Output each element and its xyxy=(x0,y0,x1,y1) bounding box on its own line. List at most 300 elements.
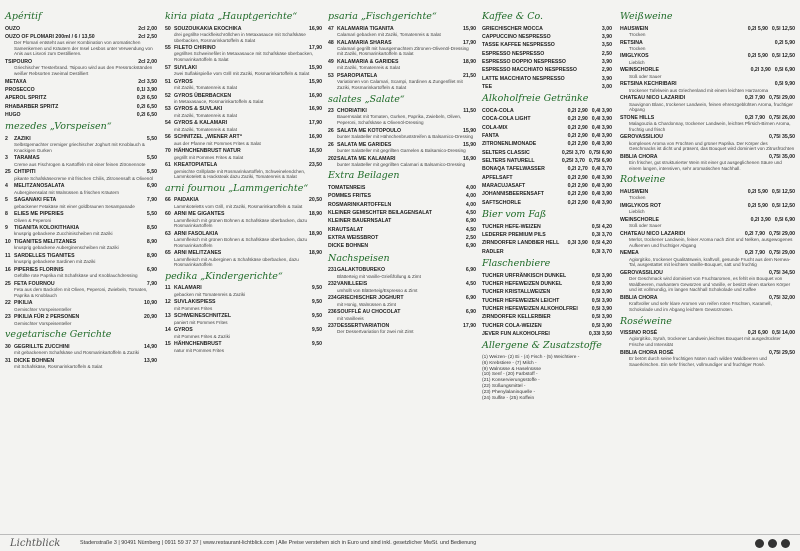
menu-item-row xyxy=(5,79,157,85)
menu-item xyxy=(620,231,795,249)
menu-item xyxy=(165,250,322,268)
menu-item-name xyxy=(482,141,536,147)
social-icons xyxy=(755,539,790,548)
menu-item xyxy=(165,327,322,339)
menu-item-price: 8,90 xyxy=(146,239,157,246)
menu-item xyxy=(5,34,157,57)
menu-item-price: 4,50 xyxy=(465,226,476,233)
menu-item-title: ESPRESSO NESPRESSO xyxy=(482,50,545,57)
menu-item xyxy=(165,26,322,44)
menu-item-title: LEDERER PREMIUM PILS xyxy=(482,231,546,238)
lamm-list xyxy=(165,197,322,268)
menu-item-row xyxy=(482,108,612,114)
menu-item xyxy=(328,108,476,126)
menu-item-number: 31 xyxy=(5,357,11,364)
menu-item-description: komplexes Aroma von Früchten und grüner Paprika. Der Körper des Geschmacks ist dicht und präsent, das Bouquet wird dominiert von Zitrusfrüchten xyxy=(629,140,795,152)
menu-item-price: 5,50 xyxy=(146,135,157,142)
menu-item-name xyxy=(482,26,543,32)
menu-item-price: 4,00 xyxy=(465,185,476,192)
menu-item-title: SAGANAKI FETA xyxy=(14,197,57,204)
menu-item-description: Bauernsalat mit Tomaten, Gurken, Paprika, Zwiebeln, Oliven, Peperoni, Schafskäse & Olivenöl-Dressing xyxy=(337,114,462,126)
menu-item-number: 10 xyxy=(5,239,11,246)
menu-item-prices xyxy=(568,183,612,189)
menu-item-name xyxy=(620,53,649,59)
menu-item-row xyxy=(482,323,612,329)
menu-item-number: 65 xyxy=(165,250,171,257)
menu-item-description: Lammfleisch mit Auberginen & Schafskäse überbacken, dazu Rosmarinkartoffeln xyxy=(174,256,299,268)
menu-item-description: Trocken xyxy=(629,195,646,201)
menu-item-price: 7,90 xyxy=(146,280,157,287)
menu-item-price: 0,2l 2,70 xyxy=(567,166,588,173)
menu-item-name xyxy=(482,51,544,57)
menu-item-title: ESPRESSO MACCHIATO NESPRESSO xyxy=(482,67,577,74)
menu-item-name xyxy=(5,104,58,110)
menu-item-description: Lammfleisch mit grünen Bohnen & Schafskäse überbacken, dazu Rosmarinkartoffeln xyxy=(174,237,308,248)
menu-item-price: 0,75l 29,00 xyxy=(769,230,795,237)
menu-item-name xyxy=(328,243,368,249)
menu-item-price: 0,5l 9,90 xyxy=(774,81,795,88)
menu-item-description: Griechischer Tresterbrand. Tsipouro wird aus den Pressrückständen weißer Rebsorten zweimal Destilliert xyxy=(14,65,153,76)
menu-item-prices xyxy=(769,295,795,301)
menu-item-price: 9,50 xyxy=(311,341,322,348)
menu-item-name xyxy=(328,295,404,301)
menu-item xyxy=(620,250,795,268)
menu-item-price: 0,2l 2,90 xyxy=(567,183,588,189)
menu-item-prices xyxy=(748,203,795,209)
menu-item xyxy=(328,323,476,335)
menu-item-title: ZAZIKI xyxy=(14,135,31,142)
menu-item-title: BONAQA TAFELWASSER xyxy=(482,166,545,173)
menu-item-name xyxy=(482,289,550,295)
section-title-salate: salates „Salate“ xyxy=(328,93,405,105)
menu-item-price: 0,75l 34,50 xyxy=(769,269,795,276)
menu-item-prices xyxy=(592,249,612,255)
menu-item-title: CAPPUCCINO NESPRESSO xyxy=(482,33,551,40)
menu-item-description: in Metaxasauce, Rosmarinkartoffeln & Salat xyxy=(174,98,264,104)
menu-item-title: RETSINA KECHRIBARI xyxy=(620,81,677,88)
menu-item-price: 0,5l 4,20 xyxy=(591,223,612,230)
menu-item-title: BIBLIA CHORA xyxy=(620,153,658,160)
menu-item-price: 14,90 xyxy=(144,343,157,350)
menu-item-description: Creme aus Fischrogen & Kartoffeln mit einer feinen Zitronennote xyxy=(14,161,146,167)
menu-item xyxy=(482,84,612,90)
menu-item-row xyxy=(482,158,612,164)
menu-item-name xyxy=(328,202,391,208)
menu-item-description: trockener Tafelwein aus Griechenland mit einem leichten Harzaroma xyxy=(629,87,769,93)
menu-item xyxy=(482,191,612,197)
allergen-line: (22) Süßungsmittel - xyxy=(482,384,526,390)
salate-list xyxy=(328,108,476,167)
menu-item-number: 60 xyxy=(165,211,171,218)
menu-item-description: Süß oder Sauer xyxy=(629,223,662,229)
menu-item-row xyxy=(482,67,612,73)
menu-item-price: 6,90 xyxy=(146,266,157,273)
menu-item xyxy=(482,183,612,189)
menu-item-title: SUVLAKISPIESS xyxy=(174,299,216,306)
menu-item-title: BIBLIA CHORA ROSÉ xyxy=(620,349,674,356)
menu-item xyxy=(165,211,322,229)
menu-item xyxy=(620,67,795,79)
menu-item-number: 23 xyxy=(328,108,334,115)
menu-item-description: mit gebackenem Schafskäse und Rosmarinkartoffeln & Zaziki xyxy=(14,350,140,356)
menu-item-price: 0,4l 3,90 xyxy=(591,107,612,114)
menu-item-prices xyxy=(568,116,612,122)
menu-item-price: 0,33l 3,50 xyxy=(588,330,612,337)
menu-item-price: 11,50 xyxy=(463,108,476,115)
menu-item xyxy=(5,197,157,209)
menu-item-description: knusprig gebackene Sardinen mit Zaziki xyxy=(14,259,96,265)
menu-item-description: mit Vanilleeis xyxy=(337,315,364,321)
menu-item xyxy=(5,104,157,110)
menu-item-number: 53 xyxy=(328,72,334,79)
section-title-rotweine: Rotweine xyxy=(620,174,666,186)
menu-item-description: bunter Salatteller mit gegrillten Garnelen & Balsamico-Dressing xyxy=(337,147,466,153)
menu-item-title: TEE xyxy=(482,83,493,90)
menu-item-description: natur mit Pommes Frites xyxy=(174,347,225,353)
menu-item-description: Der Dessertvariation für zwei mit Zimt xyxy=(337,329,414,335)
menu-item-price: 0,4l 3,90 xyxy=(591,141,612,148)
section-title-aperitif: Apéritif xyxy=(5,11,42,22)
menu-item-row xyxy=(5,26,157,32)
column-2 xyxy=(165,8,322,355)
menu-item-description: Trocken xyxy=(629,31,646,37)
menu-item-number: 16 xyxy=(5,266,11,273)
menu-item-prices xyxy=(592,289,612,295)
menu-item-title: TUCHER HEFE-WEIZEN xyxy=(482,223,541,230)
menu-item-name xyxy=(5,26,20,32)
menu-item-number: 8 xyxy=(5,211,8,218)
kaffee-list xyxy=(482,26,612,91)
menu-item-number: 49 xyxy=(328,59,334,66)
menu-item-price: 0,2l 5,90 xyxy=(747,188,768,195)
menu-item xyxy=(5,155,157,167)
menu-item-row xyxy=(482,232,612,238)
menu-item-price: 0,2l 2,90 xyxy=(567,174,588,181)
menu-item-row xyxy=(5,104,157,110)
nachspeisen-list xyxy=(328,267,476,335)
menu-item-title: TASSE KAFFEE NESPRESSO xyxy=(482,42,555,49)
menu-item-description: Selbstgemachter cremiger griechischer Joghurt mit Knoblauch & Knackigen Gurken xyxy=(14,142,145,153)
menu-item-row xyxy=(482,306,612,312)
menu-item-title: HÄHNCHENBRUST NATUR xyxy=(174,148,241,155)
menu-item-title: ARNI FASOLAKIA xyxy=(174,230,219,237)
menu-item-price: 15,90 xyxy=(309,64,322,71)
menu-item-title: IMIGLYKOS xyxy=(620,53,649,60)
menu-item-prices xyxy=(568,141,612,147)
menu-item-title: KALAMARIA & GARIDES xyxy=(337,59,399,66)
section-title-mezedes: mezedes „Vorspeisen“ xyxy=(5,121,112,133)
menu-item-title: RHABARBER SPRITZ xyxy=(5,103,59,110)
menu-item-title: FILETO CHIRINO xyxy=(174,45,216,52)
menu-item-title: COCA-COLA xyxy=(482,107,514,114)
menu-item xyxy=(620,295,795,313)
menu-item-description: mit Zaziki, Tomatenreis & Salat xyxy=(174,126,237,132)
menu-item-prices xyxy=(769,350,795,356)
menu-item-price: 0,2l 2,90 xyxy=(567,191,588,198)
menu-item-name xyxy=(482,191,544,197)
menu-item-description: Feta aus dem Backofen mit Oliven, Peperoni, Zwiebeln, Tomaten, Paprika & Knoblauch xyxy=(14,287,148,298)
menu-item-description: drei gegrillte Hackfleischröllchen in Metaxasauce mit Schafskäse überbacken, Rosmarinkartoffeln & Salat xyxy=(174,31,306,43)
menu-item-number: 25 xyxy=(5,280,11,287)
menu-item xyxy=(5,169,157,181)
menu-item-description: knusprig gebackene Zucchinischeiben mit Zaziki xyxy=(14,231,113,237)
menu-item xyxy=(620,217,795,229)
menu-item-name xyxy=(482,183,525,189)
beilagen-list xyxy=(328,185,476,250)
menu-item xyxy=(328,235,476,241)
menu-item-description: Variationen von Calamari, Scampi, Sardinen & Zungenfilet mit Zaziki, Rosmarinkartoffeln & Salat xyxy=(337,79,463,90)
flaschen-list xyxy=(482,273,612,338)
menu-item xyxy=(5,344,157,356)
menu-item xyxy=(482,298,612,304)
menu-item xyxy=(165,134,322,146)
menu-item-name xyxy=(165,250,221,256)
menu-item-price: 0,5l 6,90 xyxy=(774,67,795,74)
menu-item xyxy=(328,309,476,321)
menu-item xyxy=(482,67,612,73)
menu-item-price: 0,5l 12,50 xyxy=(771,202,795,209)
menu-item-title: PROSECCO xyxy=(5,86,35,93)
menu-item xyxy=(328,26,476,38)
menu-item-price: 0,5l 12,50 xyxy=(771,25,795,32)
menu-item xyxy=(482,42,612,48)
menu-item-name xyxy=(482,34,551,40)
menu-item-price: 8,50 xyxy=(146,225,157,232)
menu-item xyxy=(482,281,612,287)
menu-item-description: Merlot, trockener Landwein, feiner Aroma nach Zimt und Nelken, ausgewogenes Aufkernen und fruchtiger Abgang xyxy=(629,237,793,248)
menu-item-description: gemischte Grillplatte mit Rosmarinkartoffeln, Schweinelendchen, Lammkotelett & Hacksteak dazu Zaziki, Tomatenreis & Salat xyxy=(174,168,306,180)
menu-item-prices xyxy=(592,314,612,320)
menu-item-name xyxy=(5,87,35,93)
menu-item-price: 20,50 xyxy=(309,197,322,204)
menu-item-description: Calamari gebacken mit Zaziki, Tomatenreis & Salat xyxy=(337,31,441,37)
menu-item-number: 231 xyxy=(328,267,337,274)
menu-item-prices xyxy=(769,134,795,140)
menu-item-price: 0,2l 5,90 xyxy=(747,202,768,209)
instagram-icon[interactable] xyxy=(768,539,777,548)
menu-item-row xyxy=(482,116,612,122)
menu-item xyxy=(5,26,157,32)
menu-item-row xyxy=(482,84,612,90)
menu-item-prices xyxy=(745,250,795,256)
menu-item-price: 23,50 xyxy=(309,162,322,169)
menu-item-price: 18,90 xyxy=(309,211,322,218)
menu-item-name xyxy=(620,134,663,140)
menu-item-prices xyxy=(562,150,612,156)
section-title-nachspeisen: Nachspeisen xyxy=(328,252,390,264)
menu-item-name xyxy=(5,169,36,175)
menu-item-price: 15,90 xyxy=(463,141,476,148)
menu-item-price: 0,75l 26,00 xyxy=(769,114,795,121)
menu-item xyxy=(5,79,157,85)
menu-item-name xyxy=(165,148,241,154)
menu-item-title: TOMATENREIS xyxy=(328,185,366,192)
menu-item-title: DESSERTVARIATION xyxy=(337,323,390,330)
menu-item-name xyxy=(328,267,385,273)
kinder-list xyxy=(165,285,322,353)
menu-item-price: 17,90 xyxy=(309,45,322,52)
allergen-line: (1) Weizen- (2) Ei - (4) Fisch - (5) Weichtiere - xyxy=(482,354,580,360)
menu-item-description: mit Zaziki, Tomatenreis & Salat xyxy=(174,112,237,118)
menu-item-price: 0,5l 4,20 xyxy=(591,240,612,247)
menu-item-description: paniert mit Pommes Frites xyxy=(174,319,228,325)
aperitif-list xyxy=(5,26,157,119)
menu-item-title: TUCHER URFRÄNKISCH DUNKEL xyxy=(482,272,567,279)
menu-item xyxy=(5,358,157,370)
menu-item-name xyxy=(328,142,391,148)
menu-item-title: GYROS & KALAMARI xyxy=(174,120,228,127)
menu-item-price: 6,90 xyxy=(146,183,157,190)
menu-item-number: 202 xyxy=(328,155,337,162)
menu-item-price: 0,5l 3,90 xyxy=(591,305,612,312)
menu-item-name xyxy=(482,249,504,255)
menu-item xyxy=(328,227,476,233)
menu-item-name xyxy=(328,218,391,224)
menu-item-row xyxy=(482,51,612,57)
menu-item-name xyxy=(165,120,227,126)
menu-item xyxy=(482,314,612,320)
menu-item-title: KREATOPIATELA xyxy=(174,162,218,169)
menu-item-price: 2cl 2,50 xyxy=(138,33,157,40)
menu-item-number: 53 xyxy=(165,106,171,113)
menu-item-title: SOUFFLÉ AU CHOCOLAT xyxy=(337,309,401,316)
menu-item-price: 0,5l 12,50 xyxy=(771,188,795,195)
menu-item-name xyxy=(482,306,578,312)
menu-item-price: 0,75l 6,90 xyxy=(588,149,612,156)
menu-item-price: 0,2l 2,90 xyxy=(567,199,588,206)
menu-item-row xyxy=(328,185,476,191)
section-title-bier: Bier vom Faß xyxy=(482,209,547,221)
menu-item-name xyxy=(482,125,508,131)
menu-item xyxy=(328,73,476,91)
menu-item-price: 9,50 xyxy=(311,313,322,320)
menu-item-name xyxy=(328,227,363,233)
menu-item-title: CHORIATIKI xyxy=(337,108,367,115)
menu-item-name xyxy=(482,166,545,172)
menu-item-prices xyxy=(751,67,795,73)
allergen-line: (21) Konservierungsstoffe - xyxy=(482,378,540,384)
menu-item-title: PIKILIA xyxy=(14,300,33,307)
menu-item-price: 0,3l 3,70 xyxy=(591,248,612,255)
menu-item-name xyxy=(482,116,531,122)
menu-item-name xyxy=(482,108,514,114)
menu-item-price: 18,90 xyxy=(309,230,322,237)
menu-item-price: 15,90 xyxy=(309,78,322,85)
menu-item-price: 0,2l 5,90 xyxy=(747,25,768,32)
menu-item-title: JOHANNISBEERENSAFT xyxy=(482,191,544,198)
menu-item-title: FETA FOURNOU xyxy=(14,280,55,287)
menu-item-name xyxy=(165,106,222,112)
menu-item-title: KALAMARIA SHARAS xyxy=(337,39,392,46)
menu-item-title: PAIDAKIA xyxy=(174,197,199,204)
menu-item-row xyxy=(482,150,612,156)
menu-item-price: 0,75l 32,00 xyxy=(769,294,795,301)
menu-item-price: 2,90 xyxy=(601,67,612,74)
menu-item-title: LATTE MACCHIATO NESPRESSO xyxy=(482,75,565,82)
menu-item-description: Agiorgitiko, Syrah, trockener Landwein,leichtes Bouquet mit ausgedrückter Frische und Intensität xyxy=(629,336,781,348)
section-title-hauptgerichte: kiria piata „Hauptgerichte“ xyxy=(165,11,298,22)
menu-item-name xyxy=(165,313,231,319)
menu-item-name xyxy=(620,67,659,73)
menu-item-price: 0,3l 3,90 xyxy=(567,240,588,247)
menu-item-price: 2cl 2,00 xyxy=(138,59,157,66)
menu-item-title: KLEINER BAUERNSALAT xyxy=(328,218,392,225)
menu-item-description: Der Geschmack wird dominiert von Fruchtaromen, es fehlt ein Bouquet von Waldbeeren, markantem Gewürzen und Vanille, er besitzt einen starken Körper und ist vollmundig, im langen Nachhall Schokolade und Kaffee xyxy=(629,276,791,293)
menu-item-name xyxy=(328,235,378,241)
menu-item-price: 2,50 xyxy=(601,50,612,57)
menu-item xyxy=(482,232,612,238)
tripadvisor-icon[interactable] xyxy=(781,539,790,548)
menu-item-name xyxy=(482,314,551,320)
menu-item-title: SAFTSCHORLE xyxy=(482,199,521,206)
menu-item-title: ELIES ME PIPERIES xyxy=(14,211,64,218)
menu-item-title: SELTERS CLASSIC xyxy=(482,149,530,156)
menu-item-price: 0,2l 5,90 xyxy=(774,39,795,46)
menu-item-title: DICKE BOHNEN xyxy=(328,243,369,250)
menu-item xyxy=(5,253,157,265)
menu-item-description: bunter Salatteller mit gegrillten Calamari & Balsamico-Dressing xyxy=(337,161,466,167)
menu-item xyxy=(328,281,476,293)
menu-item-price: 21,50 xyxy=(463,72,476,79)
menu-item-title: NEMEA xyxy=(620,250,639,257)
allergen-line: (9) Walnüsse & Haselnüsse xyxy=(482,366,542,372)
menu-item-title: METAXA xyxy=(5,78,27,85)
menu-item-price: 7,90 xyxy=(146,197,157,204)
menu-item xyxy=(482,306,612,312)
menu-item-price: 6,90 xyxy=(465,309,476,316)
menu-item-number: 55 xyxy=(165,45,171,52)
menu-item-title: SCHNITZEL „WIENER ART“ xyxy=(174,134,243,141)
menu-item-price: 16,90 xyxy=(309,106,322,113)
menu-item-title: CHATEAU NICO LAZARIDI xyxy=(620,95,686,102)
menu-item-price: 3,50 xyxy=(601,42,612,49)
menu-item-number: 9 xyxy=(5,225,8,232)
menu-item xyxy=(482,323,612,329)
menu-item-row xyxy=(482,141,612,147)
menu-item-title: ZIRNDORFER LANDBIER HELL xyxy=(482,240,560,247)
restaurant-logo: Lichtblick xyxy=(10,537,61,549)
menu-item-name xyxy=(5,183,65,189)
menu-item-title: SALATA ME KALAMARI xyxy=(337,155,396,162)
facebook-icon[interactable] xyxy=(755,539,764,548)
footer-address: Stadenstraße 3 | 90491 Nürnberg | 0911 59 37 37 | www.restaurant-lichtblick.com | Alle Preise verstehen sich in Euro und sind inkl. gesetzlicher MwSt. und Bedienung xyxy=(80,540,477,546)
menu-item xyxy=(328,59,476,71)
menu-item-name xyxy=(5,95,46,101)
roseweine-list xyxy=(620,330,795,367)
menu-item-price: 0,4l 3,90 xyxy=(591,199,612,206)
menu-item-title: WEINSCHORLE xyxy=(620,67,659,74)
menu-item xyxy=(620,350,795,368)
menu-item xyxy=(482,26,612,32)
menu-item xyxy=(482,76,612,82)
menu-item-title: APEROL SPRITZ xyxy=(5,95,47,102)
section-title-roseweine: Roséweine xyxy=(620,315,672,327)
menu-item xyxy=(482,249,612,255)
menu-item-number: 14 xyxy=(165,327,171,334)
menu-item-prices xyxy=(775,40,795,46)
menu-item-title: KLEINER GEMISCHTER BEILAGENSALAT xyxy=(328,210,432,217)
menu-item-title: ZIRNDORFER KELLERBIER xyxy=(482,314,551,321)
menu-item-price: 3,90 xyxy=(601,75,612,82)
menu-item-price: 5,50 xyxy=(146,169,157,176)
menu-item-description: umhüllt von Blätterteig/Espresso & Zimt xyxy=(337,287,418,293)
menu-item-price: 0,4l 3,70 xyxy=(591,166,612,173)
menu-item-name xyxy=(165,197,199,203)
menu-item xyxy=(165,299,322,311)
menu-item xyxy=(482,34,612,40)
menu-item xyxy=(620,154,795,172)
menu-item-title: GYROS xyxy=(174,327,193,334)
